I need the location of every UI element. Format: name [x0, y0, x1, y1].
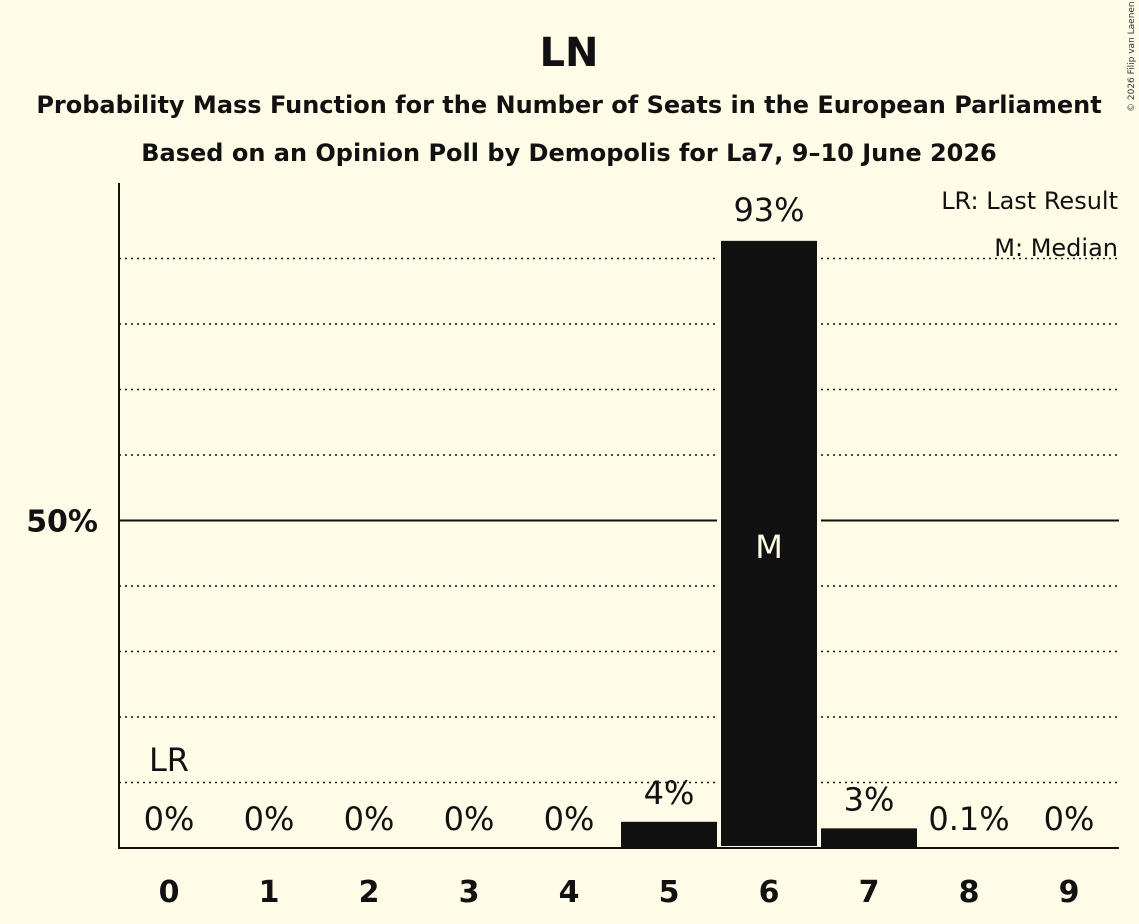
bar-value-label-1: 0% [243, 800, 295, 838]
x-tick-label-1: 1 [258, 875, 280, 910]
x-tick-label-9: 9 [1058, 875, 1080, 910]
bar-value-label-5: 4% [643, 773, 695, 812]
copyright-note: © 2026 Filip van Laenen [1127, 1, 1137, 112]
bar-value-label-8: 0.1% [928, 800, 1010, 838]
x-tick-label-3: 3 [458, 875, 480, 910]
bar-value-label-0: 0% [143, 800, 195, 838]
chart-source: Based on an Opinion Poll by Demopolis for La7, 9–10 June 2026 [141, 139, 997, 167]
bar-value-label-6: 93% [733, 190, 805, 229]
bar-value-label-2: 0% [343, 800, 395, 838]
y-tick-label: 50% [26, 504, 98, 540]
x-tick-label-5: 5 [658, 875, 680, 910]
chart-subtitle: Probability Mass Function for the Number of Seats in the European Parliament [36, 91, 1102, 119]
bar-7 [821, 828, 917, 848]
bar-value-label-4: 0% [543, 800, 595, 838]
bar-value-label-9: 0% [1043, 800, 1095, 838]
x-tick-label-8: 8 [958, 875, 980, 910]
y-ticks [26, 505, 98, 540]
bar-labels [144, 191, 1095, 838]
bar-value-label-3: 0% [443, 800, 495, 838]
x-tick-label-7: 7 [858, 875, 880, 910]
x-tick-label-6: 6 [758, 875, 780, 910]
median-marker: M [755, 528, 783, 566]
grid-lines [119, 259, 1119, 783]
x-ticks [159, 875, 1080, 910]
bar-value-label-7: 3% [843, 780, 895, 819]
legend-median: M: Median [994, 234, 1118, 262]
x-tick-label-0: 0 [158, 875, 180, 910]
bar-5 [621, 822, 717, 848]
legend-last-result: LR: Last Result [941, 187, 1118, 215]
chart-title: LN [539, 30, 599, 76]
x-tick-label-2: 2 [358, 875, 380, 910]
last-result-marker: LR [148, 741, 190, 779]
x-tick-label-4: 4 [558, 875, 580, 910]
